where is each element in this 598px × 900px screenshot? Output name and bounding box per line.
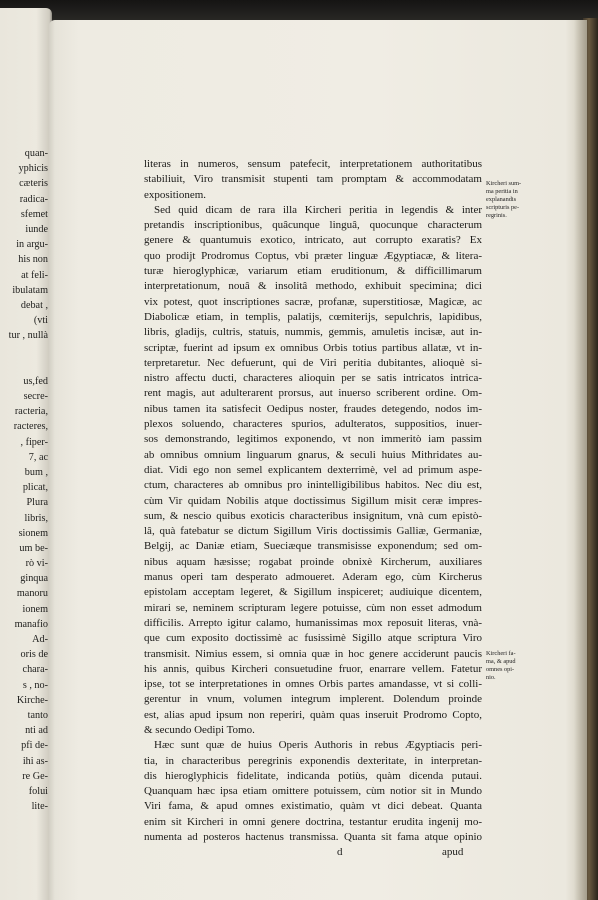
text-line: enim sit Kircheri in omni genere doctrina, testantur erudita ingenij mo- [144,815,482,828]
signature-line [144,845,482,860]
text-line: Sed quid dicam de rara illa Kircheri peritia in legendis & inter [154,203,482,216]
text-line: epistolam acceptam legeret, & Sigillum inspiceret; audiuique dicentem, [144,586,482,599]
text-line: manus operi tam desperato admoueret. Aderam ego, cùm Kircherus [144,571,482,584]
left-page-line: plicat, [22,482,48,494]
text-line: vix potest, quot inscriptiones sacræ, profanæ, superstitiosæ, Magicæ, ac [144,295,482,308]
left-page-line: chara- [22,664,48,676]
text-line: difficilis. Arrepto igitur calamo, humanissimas mox reposuit literas, vnà- [144,616,482,629]
left-page-line: quan- [24,148,48,159]
left-page-line [0,359,48,374]
left-page-line: manafio [14,618,48,630]
text-line: terpretaretur. Nec defuerunt, qui de Viri peritia dubitantes, alioquè si- [144,356,482,369]
left-page-text [0,146,48,814]
left-page-line: um be- [19,542,48,554]
signature-mark: d [337,846,343,859]
margin-note-line: ma peritia in [486,188,518,195]
text-line: literas in numeros, sensum patefecit, interpretationem authoritatibus [144,158,482,170]
text-line: Diabolicæ etiam, in templis, palatijs, cœmiterijs, sepulchris, lapidibus, [144,310,482,323]
left-page-line: , fiper- [20,436,48,448]
left-page-line: folui [28,785,48,797]
left-page-line: racteres, [13,421,48,433]
left-page-line: yphicis [18,163,48,175]
right-page [49,20,587,900]
text-line: scriptæ, fuerint ad ipsum ex omnibus Orbis totius partibus allatæ, vt in- [144,341,482,354]
text-line: quo prodijt Prodromus Coptus, vbi præter linguæ Ægyptiacæ, & litera- [144,249,482,262]
text-line: que cum exposito doctissimè ac fusissimè Sigillo atque scriptura Viro [144,632,482,645]
left-page-line: nti ad [25,725,48,737]
text-line: stabiliuit, Viro transmisit stupenti tam promptam & accommodatam [144,173,482,186]
text-line: cùm Vir quidam Nobilis atque doctissimus Sigillum misit ceræ impres- [144,494,482,507]
margin-note-line: scripturis pe- [486,204,520,211]
text-line: turæ hieroglyphicæ, variarum etiam eruditionum, & difficillimarum [144,265,482,278]
margin-note-line: Kircheri sum- [486,180,522,187]
left-page-line: ihi as- [22,755,48,767]
left-page-line: 7, ac [28,451,48,463]
left-page-line: Plura [26,497,48,509]
text-line: Viri fama, & apud omnes existimatio, quàm vt dici debeat. Quanta [144,800,482,813]
margin-note-line: nio. [486,674,496,681]
margin-note-line: Kircheri fa- [486,650,516,657]
left-page-line: s , no- [22,679,48,691]
text-line: his annis, quibus Kircheri consuetudine fruor, enarrare vellem. Fatetur [144,662,482,675]
left-page-line: sfemet [20,208,48,220]
margin-note-line: ma, & apud [486,658,516,665]
text-line: libris, gladijs, cultris, statuis, nummis, gemmis, amuletis incisæ, aut in- [144,326,482,339]
text-line: Quanquam hæc ipsa etiam omittere potuissem, cùm notior sit in Mundo [144,785,482,798]
text-line: & secundo Oedipi Tomo. [144,723,255,736]
left-page-line: us,fed [23,375,48,387]
left-page-line: radica- [19,193,48,205]
left-page-line: at feli- [21,269,48,281]
left-page-line: his non [18,254,48,266]
left-page-line: racteria, [14,406,48,418]
text-line: ipse, tot se interpretationes in omnes Orbis partes amandasse, vt si colli- [144,678,482,691]
left-page-line: (vti [33,315,48,327]
margin-note-line: explanandis [486,196,517,203]
text-line: sos demonstrando, legitimos exponendo, vt non immeritò iam passim [144,433,482,446]
margin-note-peritia [486,180,542,220]
left-page-line: iunde [25,223,48,235]
left-page-line: ionem [22,603,48,615]
left-page-line: pfi de- [21,740,48,752]
text-line: tia, in characteribus peregrinis exponendis dexteritate, in interpretan- [144,754,482,767]
text-line: numenta ad posteros hactenus transmissa. Quanta sit fama atque opinio [144,831,482,844]
text-line: nistro affectu ducti, characteres alioquin per se satis intricatos intrica- [144,372,482,385]
text-line: genere & quantumuis exotico, intricato, aut corrupto exaratis? Ex [144,234,482,247]
text-line: transmisit. Nimius essem, si omnia quæ in hoc genere acciderunt paucis [144,647,482,660]
text-line: expositionem. [144,188,207,201]
text-line: pretandis inscriptionibus, quâcunque linguâ, quocunque characterum [144,219,482,232]
left-page-line: rò vi- [25,558,48,570]
text-line: dis hieroglyphicis fidelitate, indicanda potiùs, quàm dicenda putaui. [144,769,482,782]
left-page-line: libris, [24,512,48,524]
text-line: nibus tamen ita satisfecit Oedipus noster, fraudes detegendo, nodos im- [144,402,482,415]
main-text-block [144,157,482,860]
text-line: lâ, quà fatebatur se dictum Sigillum Viris doctissimis Galliæ, Germaniæ, [144,525,482,538]
text-line: ctum, characteres ab omnibus pro inintelligibilibus habitos. Nec diu est, [144,479,482,492]
text-line: rent magis, aut adulterarent prorsus, aut inuerso scriberent ordine. Om- [144,387,482,400]
text-line: sum, & nescio quibus exoticis characteribus insignitum, vnà cum epistò- [144,509,482,522]
text-line: mirari se, neminem scripturam legere potuisse, cùm non esset admodum [144,601,482,614]
margin-note-line: omnes opi- [486,666,515,673]
text-line: interpretationum, nouâ & insolitâ methodo, exhibuit specimina; dici [144,280,482,293]
left-page-line: secre- [23,391,48,402]
text-line: plexos soluendo, characteres spurios, adulteratos, suppositios, inuer- [144,418,482,431]
left-page-line: ginqua [20,573,48,585]
text-line: est, alias apud ipsum non reperiri, quàm quas inseruit Prodromo Copto, [144,708,482,721]
text-line: Hæc sunt quæ de huius Operis Authoris in rebus Ægyptiacis peri- [154,739,482,752]
left-page-line: sionem [18,527,48,539]
left-page [0,8,52,900]
left-page-line: cæteris [19,178,48,190]
left-page-line: bum , [24,466,48,478]
left-page-line: debat , [20,299,48,311]
margin-note-fama [486,650,542,682]
left-page-line [0,343,48,358]
book-shadow-top [0,0,598,22]
margin-note-line: regrinis. [486,212,507,219]
left-page-line: tur , nullà [8,330,48,342]
left-page-line: re Ge- [22,770,48,782]
left-page-line: lite- [31,801,48,813]
left-page-line: ibulatam [12,284,48,296]
text-line: gerentur in vnum, volumen integrum implerent. Dolendum proinde [144,693,482,706]
text-line: diat. Vidi ego non semel explicantem dexterrimè, vel ad primum aspe- [144,463,482,476]
text-line: Belgij, ac Daniæ etiam, Sueciæque transmisisse exponendum; sed om- [144,540,482,553]
left-page-line: tanto [27,709,48,721]
left-page-line: Ad- [32,634,48,645]
left-page-line: oris de [20,649,48,661]
text-line: nibus aquam hæsisse; rogabat proinde obnixè Kircherum, auxiliares [144,555,482,568]
left-page-line: manoru [16,588,48,600]
left-page-line: Kirche- [16,694,48,706]
text-line: ab omnibus omnium linguarum gnarus, & seculi huius Mithridates au- [144,448,482,461]
left-page-line: in argu- [16,239,48,251]
catchword: apud [442,846,464,859]
